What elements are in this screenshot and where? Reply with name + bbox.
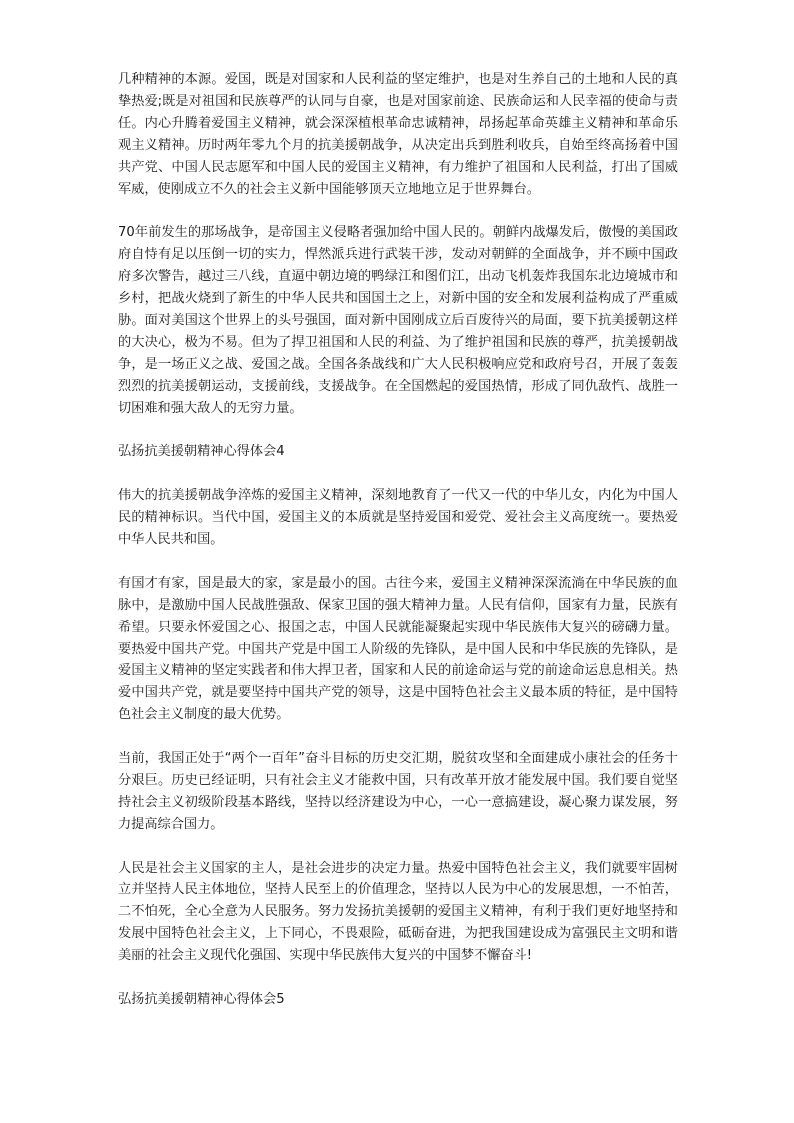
paragraph-patriotism-essence: 伟大的抗美援朝战争淬炼的爱国主义精神，深刻地教育了一代又一代的中华儿女，内化为中国人民的精神标识。当代中国，爱国主义的本质就是坚持爱国和爱党、爱社会主义高度统一。要热爱中华人民共和国。	[118, 488, 678, 547]
document-body	[118, 69, 678, 1033]
paragraph-spirit-origin: 几种精神的本源。爱国，既是对国家和人民利益的坚定维护，也是对生养自己的土地和人民的真挚热爱;既是对祖国和民族尊严的认同与自豪，也是对国家前途、民族命运和人民幸福的使命与责任。内心升腾着爱国主义精神，就会深深植根革命忠诚精神，昂扬起革命英雄主义精神和革命乐观主义精神。历时两年零九个月的抗美援朝战争，从决定出兵到胜利收兵，自始至终高扬着中国共产党、中国人民志愿军和中国人民的爱国主义精神，有力维护了祖国和人民利益，打出了国威军威，使刚成立不久的社会主义新中国能够顶天立地地立足于世界舞台。	[118, 72, 678, 197]
paragraph-current-tasks: 当前，我国正处于“两个一百年”奋斗目标的历史交汇期，脱贫攻坚和全面建成小康社会的任务十分艰巨。历史已经证明，只有社会主义才能救中国，只有改革开放才能发展中国。我们要自觉坚持社会主义初级阶段基本路线，坚持以经济建设为中心，一心一意搞建设，凝心聚力谋发展，努力提高综合国力。	[118, 751, 678, 832]
paragraph-people-first: 人民是社会主义国家的主人，是社会进步的决定力量。热爱中国特色社会主义，我们就要牢固树立并坚持人民主体地位，坚持人民至上的价值理念，坚持以人民为中心的发展思想，一不怕苦，二不怕死，全心全意为人民服务。努力发扬抗美援朝的爱国主义精神，有利于我们更好地坚持和发展中国特色社会主义，上下同心，不畏艰险，砥砺奋进，为把我国建设成为富强民主文明和谐美丽的社会主义现代化强国、实现中华民族伟大复兴的中国梦不懈奋斗!	[118, 860, 678, 964]
paragraph-country-and-party: 有国才有家，国是最大的家，家是最小的国。古往今来，爱国主义精神深深流淌在中华民族的血脉中，是激励中国人民战胜强敌、保家卫国的强大精神力量。人民有信仰，国家有力量，民族有希望。只要永怀爱国之心、报国之志，中国人民就能凝聚起实现中华民族伟大复兴的磅礴力量。要热爱中国共产党。中国共产党是中国工人阶级的先锋队，是中国人民和中华民族的先锋队，是爱国主义精神的坚定实践者和伟大捍卫者，国家和人民的前途命运与党的前途命运息息相关。热爱中国共产党，就是要坚持中国共产党的领导，这是中国特色社会主义最本质的特征，是中国特色社会主义制度的最大优势。	[118, 575, 678, 723]
section-heading-5: 弘扬抗美援朝精神心得体会5	[118, 991, 285, 1007]
section-heading-4: 弘扬抗美援朝精神心得体会4	[118, 444, 285, 460]
paragraph-war-history: 70年前发生的那场战争，是帝国主义侵略者强加给中国人民的。朝鲜内战爆发后，傲慢的美国政府自恃有足以压倒一切的实力，悍然派兵进行武装干涉，发动对朝鲜的全面战争，并不顾中国政府多次警告，越过三八线，直逼中朝边境的鸭绿江和图们江，出动飞机轰炸我国东北边境城市和乡村，把战火烧到了新生的中华人民共和国国土之上，对新中国的安全和发展利益构成了严重威胁。面对美国这个世界上的头号强国，面对新中国刚成立后百废待兴的局面，要下抗美援朝这样的大决心，极为不易。但为了捍卫祖国和人民的利益、为了维护祖国和民族的尊严，抗美援朝战争，是一场正义之战、爱国之战。全国各条战线和广大人民积极响应党和政府号召，开展了轰轰烈烈的抗美援朝运动，支援前线，支援战争。在全国燃起的爱国热情，形成了同仇敌忾、战胜一切困难和强大敌人的无穷力量。	[118, 225, 678, 416]
